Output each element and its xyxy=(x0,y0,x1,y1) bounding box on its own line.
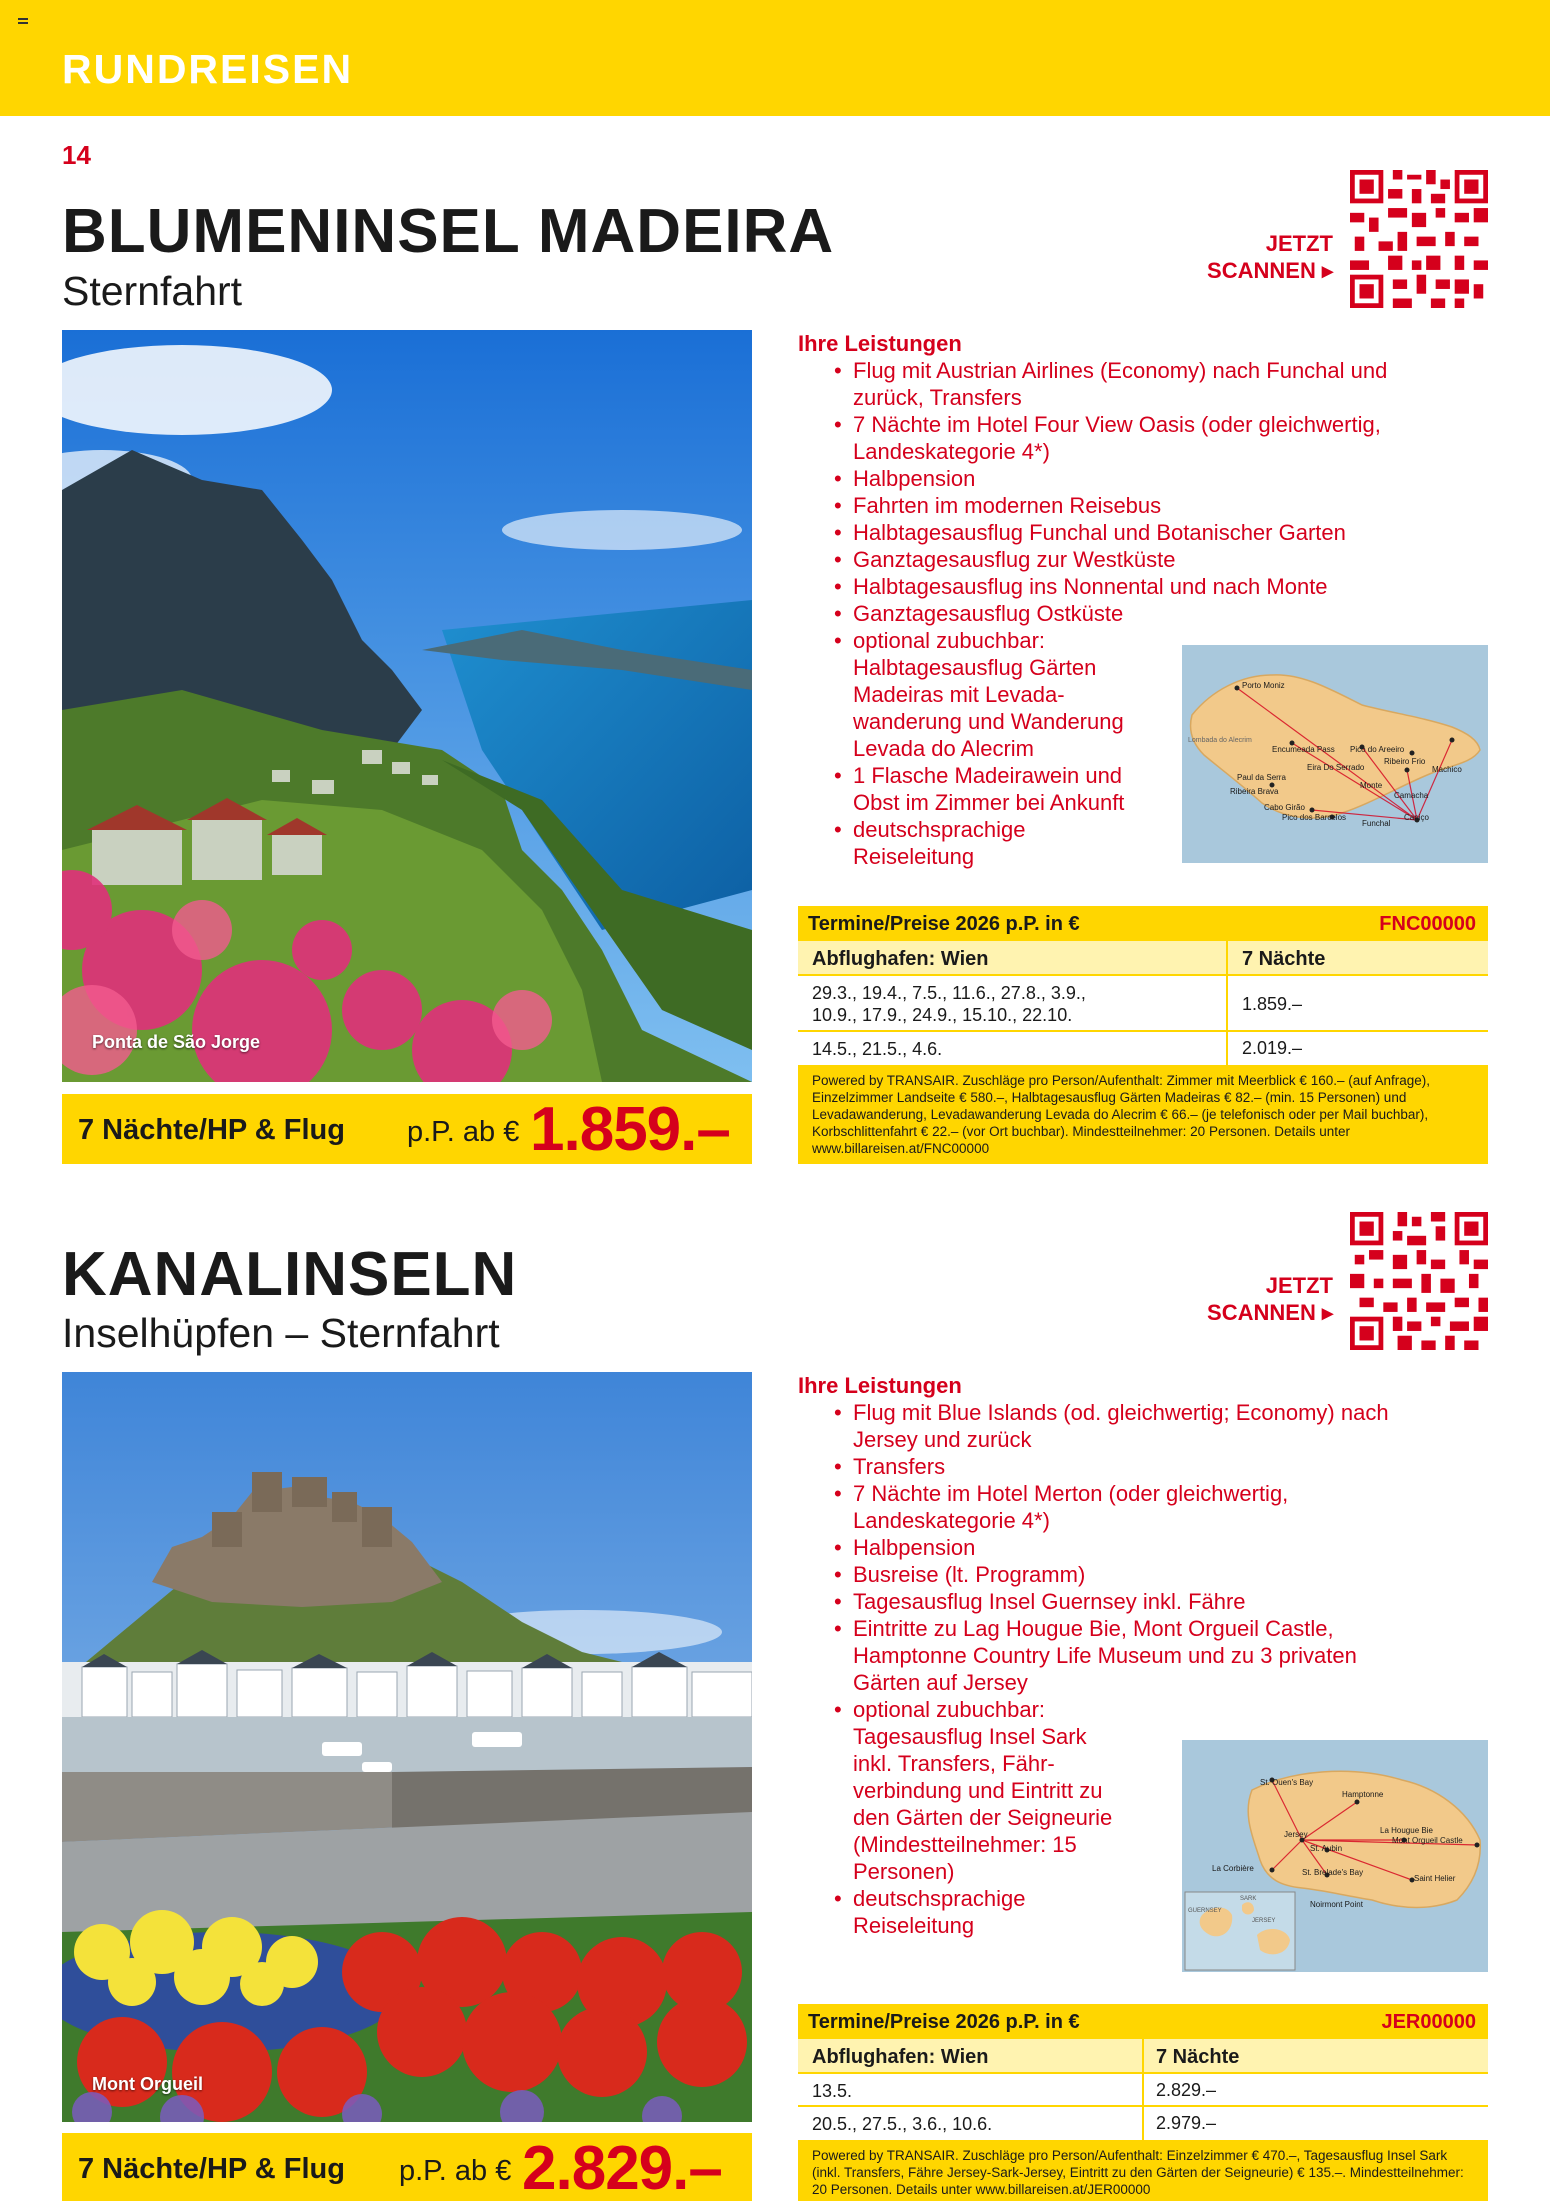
service-item: • 7 Nächte im Hotel Four View Oasis (oder gleichwertig, Landeskategorie 4*) xyxy=(798,411,1458,465)
trip-subtitle: Sternfahrt xyxy=(62,268,243,314)
trip-code: JER00000 xyxy=(1381,2011,1476,2033)
map-label: Caniço xyxy=(1404,813,1429,822)
top-banner xyxy=(0,0,1550,116)
price-table-heading: Termine/Preise 2026 p.P. in € xyxy=(808,2011,1080,2033)
price-table-header xyxy=(798,906,1488,941)
service-item: • Flug mit Austrian Airlines (Economy) nach Funchal und zurück, Transfers xyxy=(798,357,1438,411)
date-list: 20.5., 27.5., 3.6., 10.6. xyxy=(812,2114,993,2134)
service-item: • deutschsprachige Reiseleitung xyxy=(798,816,1038,870)
map-label: SARK xyxy=(1240,1896,1257,1902)
map-label: GUERNSEY xyxy=(1188,1908,1222,1914)
date-list: 14.5., 21.5., 4.6. xyxy=(812,1039,943,1059)
service-item: • Eintritte zu Lag Hougue Bie, Mont Orgueil Castle, Hamptonne Country Life Museum und zu 3 privaten Gärten auf Jersey xyxy=(798,1615,1418,1696)
map-label: Mont Orgueil Castle xyxy=(1392,1836,1463,1845)
map-label: Ribeira Brava xyxy=(1230,787,1279,796)
price-value: 1.859.– xyxy=(530,1095,730,1164)
map-label: La Corbière xyxy=(1212,1864,1254,1873)
service-item: • Busreise (lt. Programm) xyxy=(798,1561,1498,1588)
price-bar xyxy=(62,2133,752,2201)
row-price: 1.859.– xyxy=(1242,994,1303,1014)
map-label: Jersey xyxy=(1284,1830,1308,1839)
row-price: 2.019.– xyxy=(1242,1038,1303,1058)
map-label: St. Brelade's Bay xyxy=(1302,1868,1364,1877)
price-table-note: Powered by TRANSAIR. Zuschläge pro Person/Aufenthalt: Zimmer mit Meerblick € 160.– (auf Anfrage), Einzelzimmer Landseite € 580.–, Halbtagesausflug Gärten Madeiras € 82.– (min. 15 Personen) und Levadawanderung, Levadawanderung Levada do Alecrim € 66.– (je telefonisch oder per Mail buchbar), Korbschlittenfahrt € 22.– (vor Ort buchbar). Mindestteilnehmer: 20 Personen. Details unter www.billareisen.at/FNC00000 xyxy=(798,1065,1488,1164)
map-label: Noirmont Point xyxy=(1310,1900,1363,1909)
map-label: JERSEY xyxy=(1252,1918,1276,1924)
map-label: Ribeiro Frio xyxy=(1384,757,1426,766)
departure-airport: Abflughafen: Wien xyxy=(812,948,989,970)
trip-title: KANALINSELN xyxy=(62,1240,518,1309)
price-table xyxy=(798,2004,1488,2201)
map-label: Paul da Serra xyxy=(1237,773,1286,782)
price-table-heading: Termine/Preise 2026 p.P. in € xyxy=(808,913,1080,935)
qr-block[interactable] xyxy=(1188,1182,1488,1325)
madeira-landscape-image xyxy=(62,330,752,1082)
qr-code-icon[interactable] xyxy=(1350,1212,1488,1350)
map-label: Hamptonne xyxy=(1342,1790,1384,1799)
service-item: • Ganztagesausflug zur Westküste xyxy=(798,546,1498,573)
service-item: • Halbpension xyxy=(798,1534,1498,1561)
page-number: 14 xyxy=(62,140,91,170)
table-row xyxy=(798,976,1488,1032)
price-table xyxy=(798,906,1488,1164)
service-item: • Transfers xyxy=(798,1453,1498,1480)
price-table-subheader xyxy=(798,2039,1488,2074)
category-title: RUNDREISEN xyxy=(62,46,354,92)
map-label: Funchal xyxy=(1362,819,1391,828)
price-table-subheader xyxy=(798,941,1488,976)
service-item: • Tagesausflug Insel Guernsey inkl. Fähre xyxy=(798,1588,1498,1615)
jersey-map xyxy=(1182,1740,1488,1972)
map-label: Porto Moniz xyxy=(1242,681,1285,690)
map-label: St. Aubin xyxy=(1310,1844,1343,1853)
service-item: • optional zubuchbar: Tagesausflug Insel Sark inkl. Transfers, Fähr-verbindung und Eintritt zu den Gärten der Seigneurie (Mindestteilnehmer: 15 Personen) xyxy=(798,1696,1128,1885)
trip-code: FNC00000 xyxy=(1379,913,1476,935)
service-item: • Halbtagesausflug ins Nonnental und nach Monte xyxy=(798,573,1498,600)
map-label: Cabo Girão xyxy=(1264,803,1305,812)
map-label: Eira Do Serrado xyxy=(1307,763,1365,772)
price-label: 7 Nächte/HP & Flug xyxy=(78,1114,345,1146)
date-list: 29.3., 19.4., 7.5., 11.6., 27.8., 3.9., 10.9., 17.9., 24.9., 15.10., 22.10. xyxy=(812,983,1086,1025)
map-label: Lombada do Alecrim xyxy=(1188,737,1252,744)
row-price: 2.979.– xyxy=(1156,2113,1217,2133)
qr-block[interactable] xyxy=(1188,140,1488,283)
map-label: St. Ouen's Bay xyxy=(1260,1778,1314,1787)
map-label: Camacha xyxy=(1394,791,1429,800)
map-label: Pico dos Barcelos xyxy=(1282,813,1347,822)
departure-airport: Abflughafen: Wien xyxy=(812,2046,989,2068)
price-bar xyxy=(62,1094,752,1164)
service-item: • Ganztagesausflug Ostküste xyxy=(798,600,1498,627)
table-row xyxy=(798,2107,1488,2140)
qr-code-icon[interactable] xyxy=(1350,170,1488,308)
trip-title: BLUMENINSEL MADEIRA xyxy=(62,197,835,266)
photo-caption: Mont Orgueil xyxy=(92,2074,203,2094)
services-heading: Ihre Leistungen xyxy=(798,331,962,356)
service-item: • Halbtagesausflug Funchal und Botanischer Garten xyxy=(798,519,1498,546)
table-row xyxy=(798,2074,1488,2107)
trip-subtitle: Inselhüpfen – Sternfahrt xyxy=(62,1310,500,1356)
date-list: 13.5. xyxy=(812,2081,853,2101)
map-label: Saint Helier xyxy=(1414,1874,1456,1883)
service-item: • Fahrten im modernen Reisebus xyxy=(798,492,1498,519)
menu-icon[interactable] xyxy=(18,18,28,26)
map-label: Pico do Areeiro xyxy=(1350,745,1405,754)
price-table-header xyxy=(798,2004,1488,2039)
price-value: 2.829.– xyxy=(522,2134,722,2201)
service-item: • 1 Flasche Madeirawein und Obst im Zimmer bei Ankunft xyxy=(798,762,1143,816)
scan-label[interactable]: JETZT SCANNEN ▸ xyxy=(1207,231,1333,283)
map-label: La Hougue Bie xyxy=(1380,1826,1433,1835)
service-item: • optional zubuchbar: Halbtagesausflug Gärten Madeiras mit Levada-wanderung und Wanderung Levada do Alecrim xyxy=(798,627,1143,762)
price-prefix: p.P. ab € xyxy=(399,2155,512,2187)
service-item: • Flug mit Blue Islands (od. gleichwertig; Economy) nach Jersey und zurück xyxy=(798,1399,1418,1453)
map-label: Encumeada Pass xyxy=(1272,745,1335,754)
price-table-note: Powered by TRANSAIR. Zuschläge pro Person/Aufenthalt: Einzelzimmer € 470.–, Tagesausflug Insel Sark (inkl. Transfers, Fähre Jersey-Sark-Jersey, Eintritt zu den Gärten der Seigneurie) € 135.–. Mindestteilnehmer: 20 Personen. Details unter www.billareisen.at/JER00000 xyxy=(798,2140,1488,2201)
photo-caption: Ponta de São Jorge xyxy=(92,1032,261,1052)
map-label: Machico xyxy=(1432,765,1462,774)
scan-label[interactable]: JETZT SCANNEN ▸ xyxy=(1207,1273,1333,1325)
price-prefix: p.P. ab € xyxy=(407,1116,520,1148)
map-label: Monte xyxy=(1360,781,1383,790)
service-item: • Halbpension xyxy=(798,465,1498,492)
madeira-map xyxy=(1182,645,1488,863)
mont-orgueil-image xyxy=(62,1372,752,2122)
services-heading: Ihre Leistungen xyxy=(798,1373,962,1398)
price-label: 7 Nächte/HP & Flug xyxy=(78,2153,345,2185)
service-item: • 7 Nächte im Hotel Merton (oder gleichwertig, Landeskategorie 4*) xyxy=(798,1480,1368,1534)
table-row xyxy=(798,1032,1488,1065)
duration-header: 7 Nächte xyxy=(1156,2046,1240,2068)
duration-header: 7 Nächte xyxy=(1242,948,1326,970)
service-item: • deutschsprachige Reiseleitung xyxy=(798,1885,1038,1939)
trip-photo xyxy=(62,1372,752,2122)
trip-photo xyxy=(62,330,752,1082)
row-price: 2.829.– xyxy=(1156,2080,1217,2100)
